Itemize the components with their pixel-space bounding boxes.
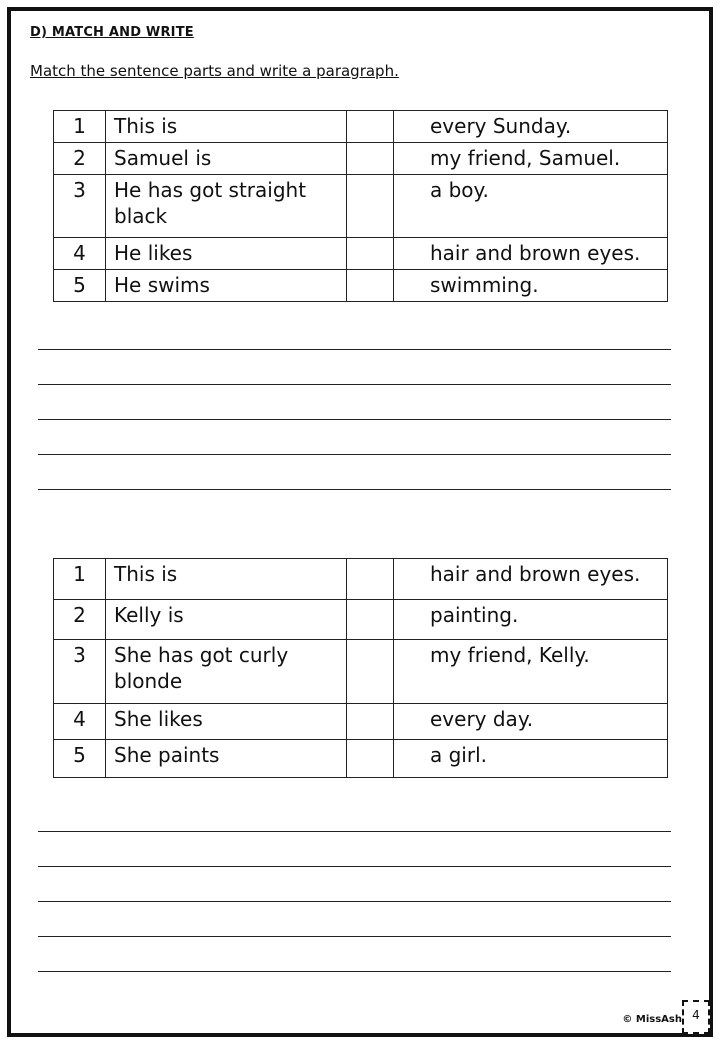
writing-line[interactable]	[38, 419, 671, 420]
sentence-end: hair and brown eyes.	[394, 559, 668, 600]
match-table-2	[53, 558, 668, 778]
answer-cell[interactable]	[347, 600, 394, 640]
row-number: 4	[54, 238, 106, 270]
sentence-start: Kelly is	[106, 600, 347, 640]
row-number: 5	[54, 270, 106, 302]
row-number: 1	[54, 111, 106, 143]
writing-line[interactable]	[38, 866, 671, 867]
table-row	[54, 704, 668, 740]
sentence-end: my friend, Samuel.	[394, 143, 668, 175]
sentence-start: He swims	[106, 270, 347, 302]
sentence-start: She has got curly blonde	[106, 640, 347, 704]
table-row	[54, 111, 668, 143]
sentence-start: He likes	[106, 238, 347, 270]
instruction-text: Match the sentence parts and write a paragraph.	[30, 62, 399, 80]
row-number: 3	[54, 175, 106, 238]
row-number: 1	[54, 559, 106, 600]
writing-line[interactable]	[38, 901, 671, 902]
table-row	[54, 143, 668, 175]
answer-cell[interactable]	[347, 175, 394, 238]
match-table-1	[53, 110, 668, 302]
table-row	[54, 270, 668, 302]
writing-line[interactable]	[38, 454, 671, 455]
answer-cell[interactable]	[347, 740, 394, 778]
section-heading: D) MATCH AND WRITE	[30, 25, 194, 40]
sentence-end: swimming.	[394, 270, 668, 302]
sentence-end: every day.	[394, 704, 668, 740]
table-row	[54, 559, 668, 600]
sentence-start: She paints	[106, 740, 347, 778]
sentence-start: This is	[106, 559, 347, 600]
answer-cell[interactable]	[347, 143, 394, 175]
sentence-end: a boy.	[394, 175, 668, 238]
page-number: 4	[682, 1000, 710, 1034]
row-number: 5	[54, 740, 106, 778]
table-row	[54, 640, 668, 704]
answer-cell[interactable]	[347, 704, 394, 740]
sentence-end: every Sunday.	[394, 111, 668, 143]
sentence-end: a girl.	[394, 740, 668, 778]
writing-line[interactable]	[38, 936, 671, 937]
answer-cell[interactable]	[347, 640, 394, 704]
writing-line[interactable]	[38, 489, 671, 490]
sentence-end: painting.	[394, 600, 668, 640]
sentence-start: She likes	[106, 704, 347, 740]
table-row	[54, 740, 668, 778]
row-number: 2	[54, 600, 106, 640]
answer-cell[interactable]	[347, 559, 394, 600]
answer-cell[interactable]	[347, 270, 394, 302]
table-row	[54, 238, 668, 270]
row-number: 4	[54, 704, 106, 740]
table-row	[54, 600, 668, 640]
table-row	[54, 175, 668, 238]
answer-cell[interactable]	[347, 238, 394, 270]
copyright-label: © MissAsh	[622, 1014, 682, 1025]
writing-line[interactable]	[38, 349, 671, 350]
answer-cell[interactable]	[347, 111, 394, 143]
sentence-end: hair and brown eyes.	[394, 238, 668, 270]
sentence-start: Samuel is	[106, 143, 347, 175]
sentence-start: He has got straight black	[106, 175, 347, 238]
writing-line[interactable]	[38, 831, 671, 832]
sentence-end: my friend, Kelly.	[394, 640, 668, 704]
row-number: 3	[54, 640, 106, 704]
sentence-start: This is	[106, 111, 347, 143]
writing-line[interactable]	[38, 384, 671, 385]
writing-line[interactable]	[38, 971, 671, 972]
row-number: 2	[54, 143, 106, 175]
